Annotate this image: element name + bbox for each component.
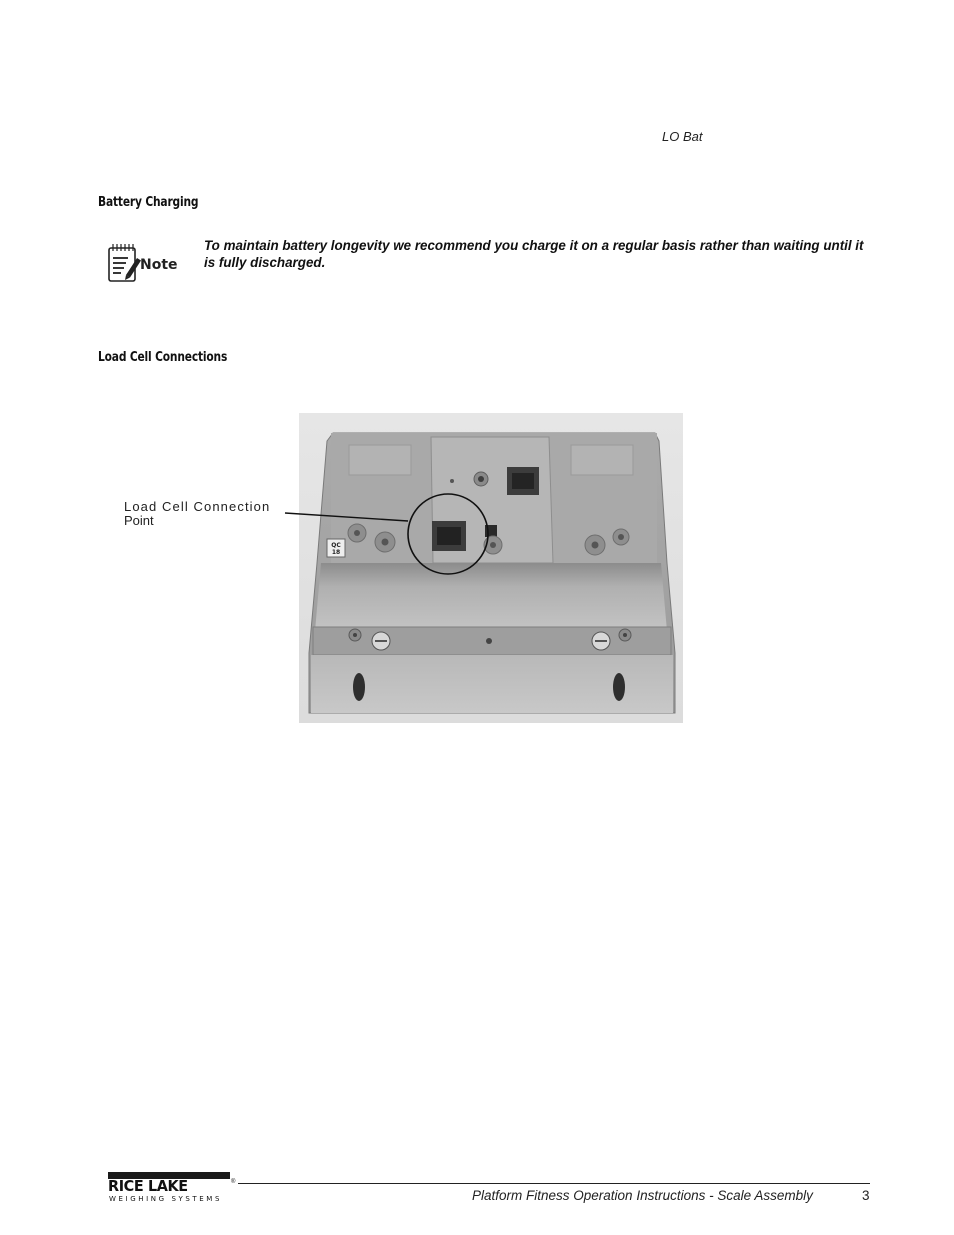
load-cell-connections-heading: Load Cell Connections xyxy=(98,350,228,365)
note-icon xyxy=(106,242,182,286)
logo-registered-mark: ® xyxy=(231,1179,236,1185)
footer-document-title: Platform Fitness Operation Instructions - Scale Assembly xyxy=(472,1188,813,1203)
note-label: Note xyxy=(140,257,178,273)
battery-charging-heading: Battery Charging xyxy=(98,195,199,210)
footer-rule xyxy=(238,1183,870,1184)
rice-lake-logo xyxy=(108,1172,234,1208)
load-cell-connection-callout xyxy=(124,500,270,528)
qc-label-line-1: QC xyxy=(331,542,341,549)
qc-label-line-2: 18 xyxy=(331,549,341,556)
page-number: 3 xyxy=(862,1188,870,1203)
lo-bat-status-text: LO Bat xyxy=(662,129,703,144)
scale-back-photo xyxy=(299,413,683,723)
battery-note-text: To maintain battery longevity we recommend you charge it on a regular basis rather than waiting until it is fully discharged. xyxy=(204,238,864,270)
callout-line-1: Load Cell Connection xyxy=(124,499,271,514)
logo-subtitle: WEIGHING SYSTEMS xyxy=(109,1195,222,1203)
logo-wordmark: RICE LAKE xyxy=(108,1177,188,1195)
callout-line-2: Point xyxy=(124,513,154,528)
